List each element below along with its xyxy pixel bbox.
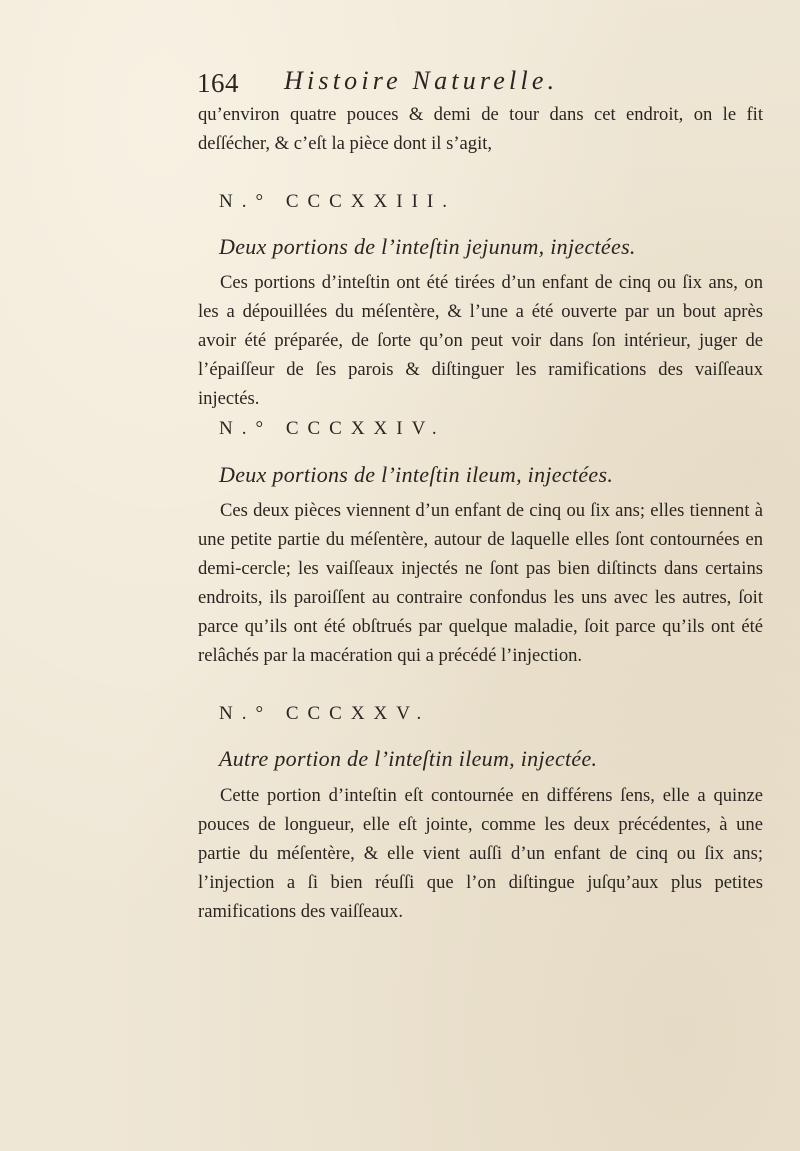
entry-title: Deux portions de l’inteſtin ileum, injectées. — [219, 462, 614, 487]
intro-paragraph: qu’environ quatre pouces & demi de tour dans cet endroit, on le fit deſſécher, & c’eſt la pièce dont il s’agit, — [198, 104, 763, 154]
entry-description: Cette portion d’inteſtin eſt contournée en différens ſens, elle a quinze pouces de longueur, elle eſt jointe, comme les deux précédentes, à une partie du méſentère, & elle vient auſſi d’un enfant de cinq ou ſix ans; l’injection a ſi bien réuſſi que l’on diſtingue juſqu’aux plus petites ramifications des vaiſſeaux. — [198, 785, 763, 922]
entry-title: Deux portions de l’inteſtin jejunum, injectées. — [219, 234, 636, 259]
entry-number: N.° CCCXXV. — [219, 703, 431, 724]
entry-number: N.° CCCXXIV. — [219, 418, 446, 439]
entry-number: N.° CCCXXIII. — [219, 191, 457, 212]
entry-description: Ces portions d’inteſtin ont été tirées d’un enfant de cinq ou ſix ans, on les a dépouillées du méſentère, & l’une a été ouverte par un bout après avoir été préparée, de ſorte qu’on peut voir dans ſon intérieur, juger de l’épaiſſeur de ſes parois & diſtinguer les ramifications des vaiſſeaux injectés. — [198, 272, 763, 409]
entry-title: Autre portion de l’inteſtin ileum, injectée. — [219, 746, 598, 771]
running-head — [197, 66, 677, 102]
page-number: 164 — [197, 68, 239, 98]
entry-description: Ces deux pièces viennent d’un enfant de cinq ou ſix ans; elles tiennent à une petite partie du méſentère, autour de laquelle elles ſont contournées en demi-cercle; les vaiſſeaux injectés ne ſont pas bien diſtincts dans certains endroits, ils paroiſſent au contraire confondus les uns avec les autres, ſoit parce qu’ils ont été obſtrués par quelque maladie, ſoit parce qu’ils ont été relâchés par la macération qui a précédé l’injection. — [198, 500, 763, 666]
running-title: Histoire Naturelle. — [284, 66, 559, 95]
